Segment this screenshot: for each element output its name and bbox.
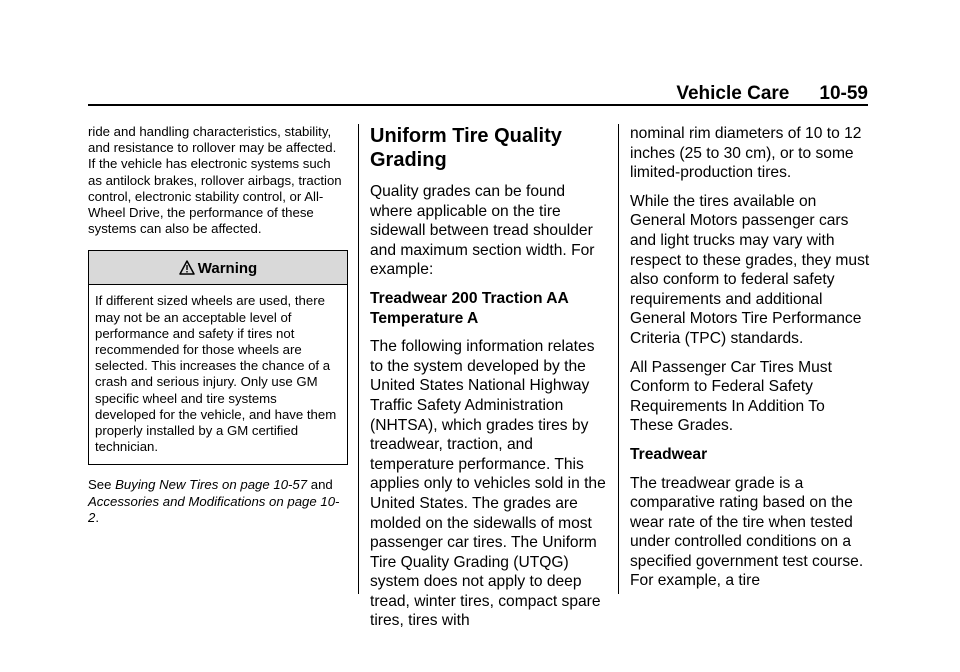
- see-ref-accessories[interactable]: Accessories and Modifications on page 10-2: [88, 493, 340, 525]
- quality-grades-paragraph: Quality grades can be found where applicable on the tire sidewall between tread shoulder and maximum section width. For example:: [370, 183, 595, 279]
- intro-paragraph: ride and handling characteristics, stability, and resistance to rollover may be affected. If the vehicle has electronic systems such as antilock brakes, rollover airbags, traction control, electronic stability control, or All-Wheel Drive, the performance of these systems can also be affected.: [88, 124, 342, 237]
- column-2: [370, 124, 608, 640]
- warning-text: If different sized wheels are used, there may not be an acceptable level of performance and safety if tires not recommended for those wheels are selected. This increases the chance of a crash and serious injury. Only use GM specific wheel and tire systems developed for the vehicle, and have them properly installed by a GM certified technician.: [95, 293, 337, 455]
- section-heading: Uniform Tire Quality Grading: [370, 125, 562, 171]
- header-rule: [88, 104, 868, 106]
- federal-paragraph: All Passenger Car Tires Must Conform to Federal Safety Requirements In Addition To These Grades.: [630, 358, 832, 435]
- rim-paragraph: nominal rim diameters of 10 to 12 inches (25 to 30 cm), or to some limited-production tires.: [630, 125, 862, 182]
- example-grade: Treadwear 200 Traction AA Temperature A: [370, 289, 569, 327]
- see-end: .: [95, 509, 100, 525]
- column-divider-1: [358, 124, 359, 594]
- column-1: [88, 124, 346, 526]
- see-and: and: [310, 477, 333, 493]
- see-prefix: See: [88, 477, 112, 493]
- treadwear-paragraph: The treadwear grade is a comparative rating based on the wear rate of the tire when tested under controlled conditions on a specified government test course. For example, a tire: [630, 474, 864, 590]
- warning-triangle-icon: [179, 251, 195, 284]
- see-also: [88, 477, 346, 526]
- warning-title: Warning: [197, 260, 258, 278]
- see-ref-buying-tires[interactable]: Buying New Tires on page 10-57: [115, 477, 308, 493]
- nhtsa-paragraph: The following information relates to the system developed by the United States National Highway Traffic Safety Administration (NHTSA), which grades tires by treadwear, traction, and temperature performance. This applies only to vehicles sold in the United States. The grades are molded on the sidewalls of most passenger car tires. The Uniform Tire Quality Grading (UTQG) system does not apply to deep tread, winter tires, compact spare tires, tires with: [370, 338, 606, 630]
- treadwear-subheading: Treadwear: [630, 445, 708, 463]
- page-number: 10-59: [819, 83, 868, 104]
- gm-tires-paragraph: While the tires available on General Motors passenger cars and light trucks may vary with respect to these grades, they must also conform to federal safety requirements and additional General Motors Tire Performance Criteria (TPC) standards.: [630, 192, 870, 347]
- warning-header: [89, 251, 347, 285]
- column-divider-2: [618, 124, 619, 594]
- section-title: Vehicle Care: [676, 83, 790, 104]
- page-header: [676, 83, 868, 105]
- column-3: [630, 124, 870, 600]
- warning-box: [88, 250, 348, 465]
